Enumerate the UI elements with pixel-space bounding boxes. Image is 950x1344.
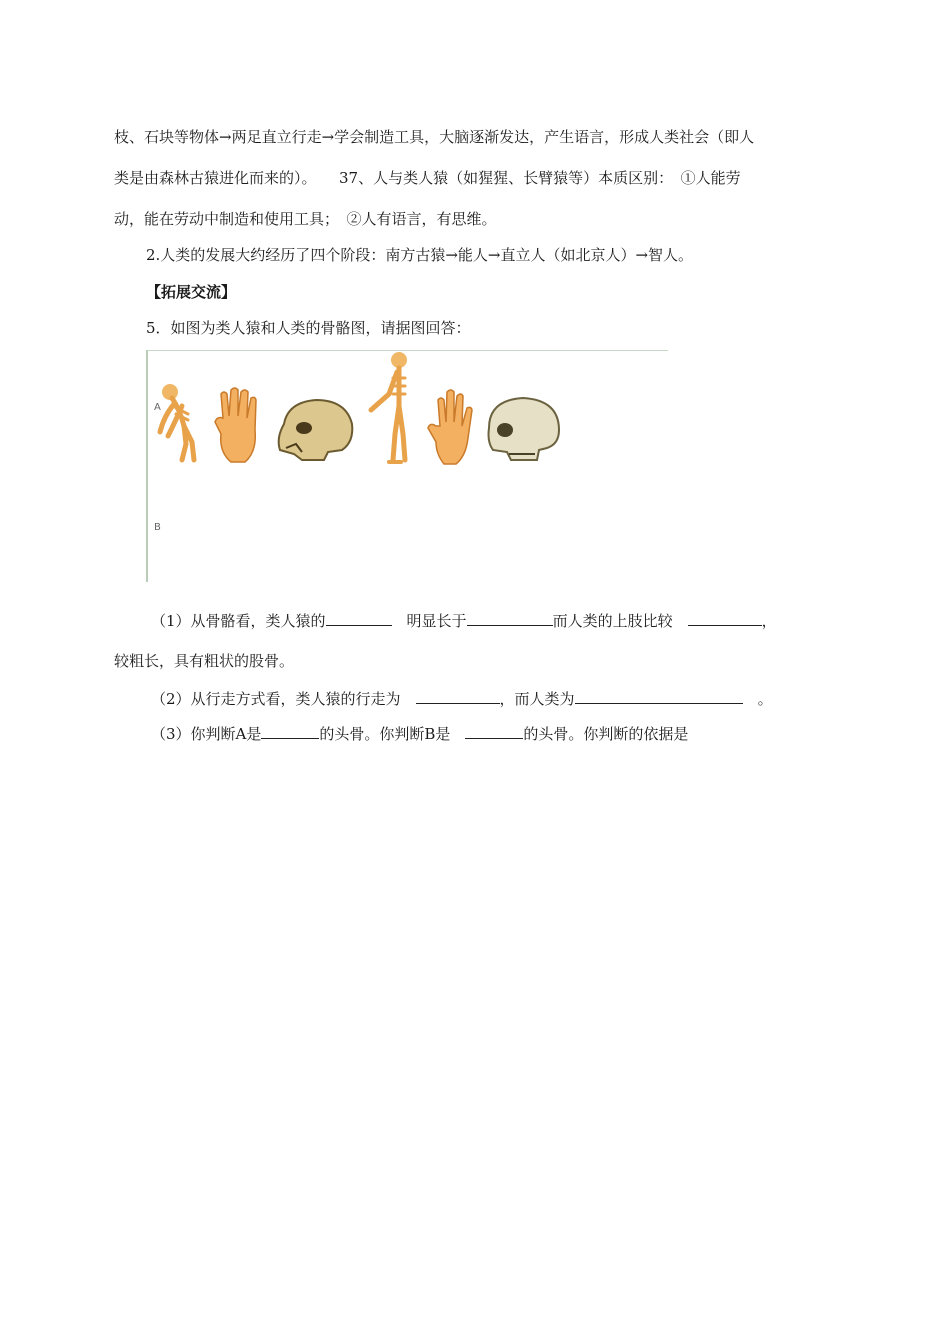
q1-blank-1[interactable]	[326, 611, 392, 626]
q1-text-c: 而人类的上肢比较	[552, 612, 688, 630]
question5-part1-line2: 较粗长，具有粗状的股骨。	[114, 652, 295, 670]
human-skull-icon	[481, 394, 563, 466]
q2-text-a: （2）从行走方式看，类人猿的行走为	[151, 690, 416, 708]
q2-text-b: ，而人类为	[499, 690, 575, 708]
human-skeleton-icon	[361, 350, 421, 466]
q3-text-b: 的头骨。你判断B是	[319, 725, 466, 743]
row-b-label: B	[154, 522, 161, 533]
ape-skull-icon	[272, 394, 356, 466]
question5-prompt: 5．如图为类人猿和人类的骨骼图，请据图回答：	[146, 319, 471, 337]
question5-part3	[151, 724, 688, 744]
q3-blank-1[interactable]	[261, 724, 319, 739]
skeleton-comparison-figure	[146, 350, 668, 582]
paragraph2: 2.人类的发展大约经历了四个阶段：南方古猿→能人→直立人（如北京人）→智人。	[146, 246, 694, 264]
section-heading: 【拓展交流】	[146, 283, 237, 301]
q2-blank-1[interactable]	[416, 689, 500, 704]
q1-text-b: 明显长于	[391, 612, 467, 630]
ape-hand-icon	[211, 386, 267, 466]
q1-blank-3[interactable]	[688, 611, 762, 626]
row-a-label: A	[154, 402, 161, 413]
q2-blank-2[interactable]	[575, 689, 743, 704]
paragraph1-line1: 枝、石块等物体→两足直立行走→学会制造工具，大脑逐渐发达，产生语言，形成人类社会（即人	[114, 128, 755, 146]
q1-text-a: （1）从骨骼看，类人猿的	[151, 612, 326, 630]
figure-top-border	[146, 350, 668, 351]
q2-text-c: 。	[742, 690, 773, 708]
figure-left-border	[146, 350, 148, 582]
ape-skeleton-icon	[146, 380, 206, 466]
question5-part2	[151, 689, 773, 709]
q1-blank-2[interactable]	[467, 611, 553, 626]
paragraph1-line2: 类是由森林古猿进化而来的）。 37、人与类人猿（如猩猩、长臂猿等）本质区别： ①人能劳	[114, 169, 741, 187]
q3-text-c: 的头骨。你判断的依据是	[523, 725, 689, 743]
q1-text-d: ，	[761, 612, 777, 630]
q3-blank-2[interactable]	[465, 724, 523, 739]
question5-part1	[151, 611, 777, 631]
paragraph1-line3: 动，能在劳动中制造和使用工具； ②人有语言，有思维。	[114, 210, 497, 228]
human-hand-icon	[426, 386, 476, 466]
q3-text-a: （3）你判断A是	[151, 725, 262, 743]
